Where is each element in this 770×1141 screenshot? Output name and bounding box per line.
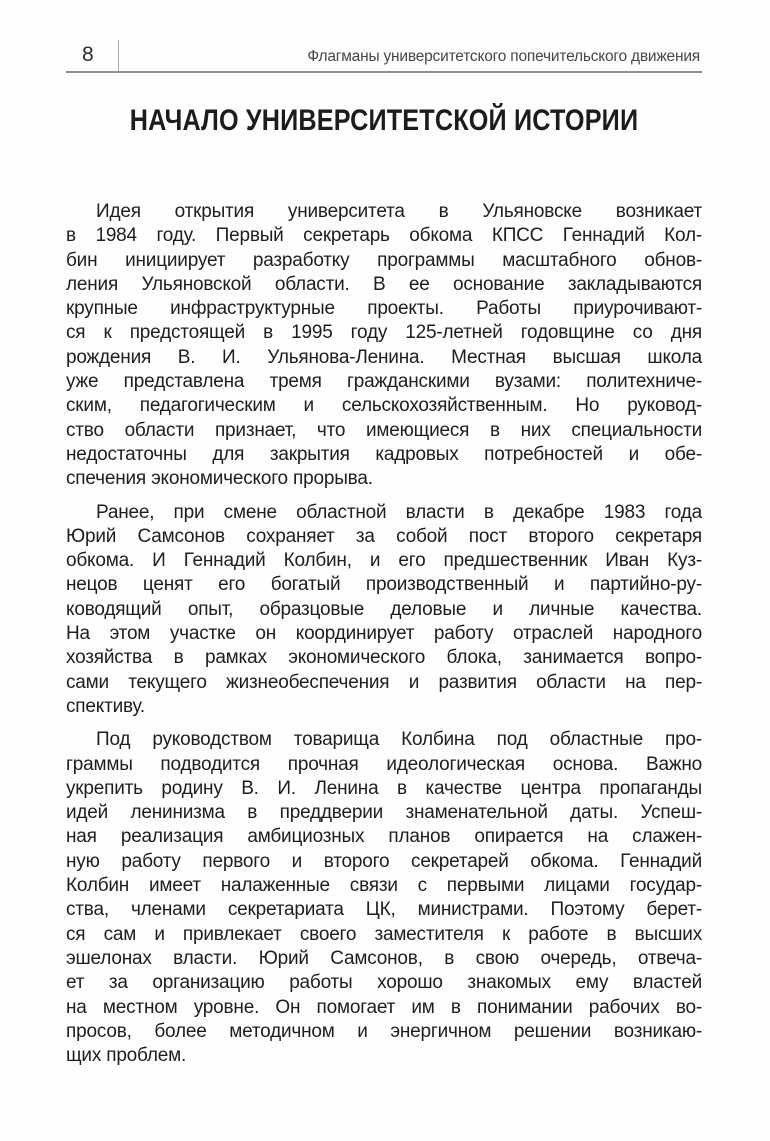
- header-divider: [118, 40, 119, 71]
- text-line: ство области признает, что имеющиеся в них специальности: [66, 419, 702, 441]
- text-line: Юрий Самсонов сохраняет за собой пост второго секретаря: [66, 525, 702, 547]
- text-line: Колбин имеет налаженные связи с первыми лицами государ-: [66, 875, 702, 897]
- text-line: недостаточны для закрытия кадровых потребностей и обе-: [66, 443, 702, 465]
- page-number: 8: [82, 43, 94, 66]
- text-line: ления Ульяновской области. В ее основание закладываются: [66, 273, 702, 295]
- page-header: [66, 39, 702, 71]
- text-line: ная реализация амбициозных планов опирается на слажен-: [66, 826, 702, 848]
- text-line: хозяйства в рамках экономического блока, занимается вопро-: [66, 647, 702, 669]
- text-line: Ранее, при смене областной власти в декабре 1983 года: [96, 501, 702, 523]
- text-line: эшелонах власти. Юрий Самсонов, в свою очередь, отвеча-: [66, 947, 702, 969]
- body-text: [66, 200, 702, 1077]
- paragraph: [66, 728, 702, 1068]
- text-line: ную работу первого и второго секретарей обкома. Геннадий: [66, 850, 702, 872]
- text-line: спечения экономического прорыва.: [66, 468, 373, 490]
- text-line: Идея открытия университета в Ульяновске возникает: [96, 201, 702, 222]
- text-line: крупные инфраструктурные проекты. Работы приурочивают-: [66, 298, 702, 320]
- text-line: ским, педагогическим и сельскохозяйственным. Но руковод-: [66, 395, 702, 417]
- text-line: щих проблем.: [66, 1045, 187, 1067]
- text-line: ся сам и привлекает своего заместителя к работе в высших: [66, 923, 702, 945]
- chapter-title: НАЧАЛО УНИВЕРСИТЕТСКОЙ ИСТОРИИ: [129, 104, 639, 137]
- text-line: граммы подводится прочная идеологическая основа. Важно: [66, 753, 702, 775]
- text-line: На этом участке он координирует работу отраслей народного: [66, 623, 702, 645]
- text-line: ся к предстоящей в 1995 году 125-летней годовщине со дня: [66, 322, 702, 344]
- text-line: сами текущего жизнеобеспечения и развития области на пер-: [66, 671, 702, 693]
- text-line: ет за организацию работы хорошо знакомых ему властей: [66, 972, 702, 994]
- text-line: нецов ценят его богатый производственный и партийно-ру-: [66, 574, 702, 596]
- paragraph: [66, 200, 702, 492]
- text-line: бин инициирует разработку программы масштабного обнов-: [66, 249, 702, 271]
- text-line: на местном уровне. Он помогает им в понимании рабочих во-: [66, 996, 702, 1018]
- text-line: идей ленинизма в преддверии знаменательной даты. Успеш-: [66, 802, 702, 824]
- text-line: ства, членами секретариата ЦК, министрами. Поэтому берет-: [66, 899, 702, 921]
- text-line: укрепить родину В. И. Ленина в качестве центра пропаганды: [66, 777, 702, 799]
- text-line: обкома. И Геннадий Колбин, и его предшественник Иван Куз-: [66, 550, 702, 572]
- paragraph: [66, 501, 702, 720]
- text-line: ководящий опыт, образцовые деловые и личные качества.: [66, 598, 702, 620]
- header-rule: [66, 71, 702, 73]
- text-line: в 1984 году. Первый секретарь обкома КПСС Геннадий Кол-: [66, 225, 702, 247]
- text-line: просов, более методичном и энергичном решении возникаю-: [66, 1020, 702, 1042]
- text-line: Под руководством товарища Колбина под областные про-: [96, 729, 702, 751]
- text-line: уже представлена тремя гражданскими вузами: политехниче-: [66, 371, 702, 393]
- running-header-title: Флагманы университетского попечительского движения: [307, 48, 700, 65]
- text-line: спективу.: [66, 695, 145, 717]
- text-line: рождения В. И. Ульянова-Ленина. Местная высшая школа: [66, 346, 702, 368]
